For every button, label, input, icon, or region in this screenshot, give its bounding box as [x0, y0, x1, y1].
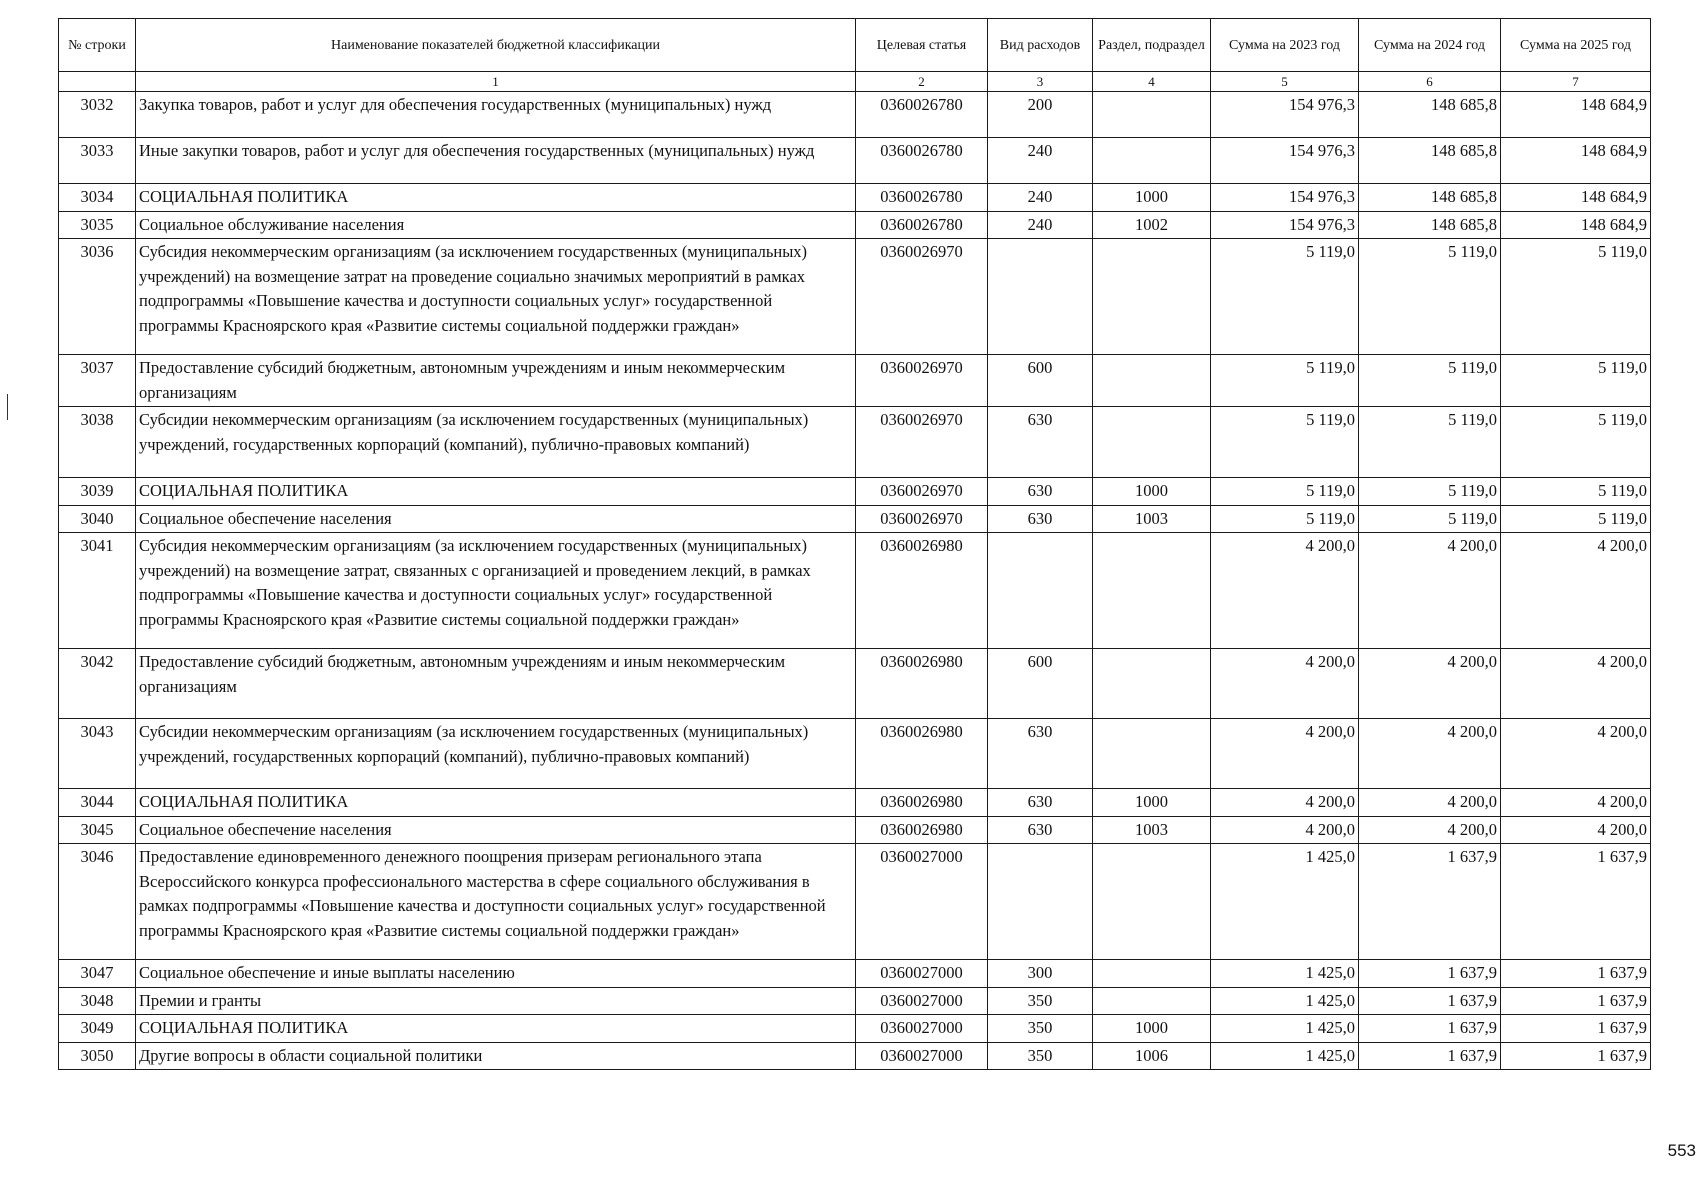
- cell-target-article: 0360027000: [856, 987, 988, 1015]
- cell-sum-2025: 5 119,0: [1501, 407, 1651, 478]
- cell-sum-2025: 5 119,0: [1501, 355, 1651, 407]
- cell-sum-2024: 148 685,8: [1359, 138, 1501, 184]
- cell-name: Субсидия некоммерческим организациям (за исключением государственных (муниципальных) учреждений) на возмещение затрат, связанных с организацией и проведением лекций, в рамках подпрограммы «Повышение качества и доступности социальных услуг» государственной программы Красноярского края «Развитие системы социальной поддержки граждан»: [136, 533, 856, 649]
- cell-sum-2023: 1 425,0: [1211, 1015, 1359, 1043]
- cell-sum-2023: 5 119,0: [1211, 355, 1359, 407]
- cell-name: Субсидия некоммерческим организациям (за исключением государственных (муниципальных) учреждений) на возмещение затрат на проведение социально значимых мероприятий в рамках подпрограммы «Повышение качества и доступности социальных услуг» государственной программы Красноярского края «Развитие системы социальной поддержки граждан»: [136, 239, 856, 355]
- cell-target-article: 0360027000: [856, 844, 988, 960]
- cell-name: СОЦИАЛЬНАЯ ПОЛИТИКА: [136, 478, 856, 506]
- cell-sum-2023: 154 976,3: [1211, 211, 1359, 239]
- cell-expense-type: 350: [988, 987, 1093, 1015]
- cell-row-number: 3038: [59, 407, 136, 478]
- cell-section: [1093, 355, 1211, 407]
- cell-expense-type: 630: [988, 789, 1093, 817]
- cell-sum-2024: 4 200,0: [1359, 789, 1501, 817]
- cell-expense-type: 240: [988, 138, 1093, 184]
- cell-name: Социальное обеспечение населения: [136, 816, 856, 844]
- cell-name: Субсидии некоммерческим организациям (за исключением государственных (муниципальных) учреждений, государственных корпораций (компаний), публично-правовых компаний): [136, 719, 856, 789]
- cell-sum-2023: 5 119,0: [1211, 239, 1359, 355]
- table-row: [59, 719, 1651, 789]
- cell-expense-type: 350: [988, 1015, 1093, 1043]
- cell-sum-2024: 1 637,9: [1359, 960, 1501, 988]
- budget-table: [58, 18, 1651, 1070]
- cell-expense-type: 630: [988, 505, 1093, 533]
- cell-row-number: 3042: [59, 649, 136, 719]
- cell-section: 1003: [1093, 505, 1211, 533]
- cell-row-number: 3035: [59, 211, 136, 239]
- cell-sum-2024: 1 637,9: [1359, 1042, 1501, 1070]
- cell-sum-2024: 4 200,0: [1359, 816, 1501, 844]
- cell-expense-type: 300: [988, 960, 1093, 988]
- cell-target-article: 0360026780: [856, 138, 988, 184]
- cell-target-article: 0360026980: [856, 533, 988, 649]
- table-row: [59, 1015, 1651, 1043]
- cell-section: [1093, 960, 1211, 988]
- cell-sum-2023: 1 425,0: [1211, 960, 1359, 988]
- column-number: 4: [1093, 72, 1211, 92]
- header-row: [59, 19, 1651, 72]
- cell-target-article: 0360027000: [856, 960, 988, 988]
- cell-name: Закупка товаров, работ и услуг для обеспечения государственных (муниципальных) нужд: [136, 92, 856, 138]
- cell-target-article: 0360026970: [856, 407, 988, 478]
- cell-sum-2025: 1 637,9: [1501, 844, 1651, 960]
- cell-row-number: 3036: [59, 239, 136, 355]
- cell-sum-2025: 148 684,9: [1501, 184, 1651, 212]
- cell-sum-2023: 5 119,0: [1211, 407, 1359, 478]
- cell-name: Премии и гранты: [136, 987, 856, 1015]
- cell-sum-2023: 4 200,0: [1211, 789, 1359, 817]
- cell-target-article: 0360027000: [856, 1042, 988, 1070]
- cell-row-number: 3046: [59, 844, 136, 960]
- cell-name: Иные закупки товаров, работ и услуг для обеспечения государственных (муниципальных) нужд: [136, 138, 856, 184]
- cell-sum-2023: 4 200,0: [1211, 533, 1359, 649]
- table-row: [59, 960, 1651, 988]
- cell-row-number: 3049: [59, 1015, 136, 1043]
- cell-row-number: 3041: [59, 533, 136, 649]
- table-row: [59, 987, 1651, 1015]
- cell-sum-2025: 4 200,0: [1501, 719, 1651, 789]
- cell-row-number: 3037: [59, 355, 136, 407]
- cell-sum-2024: 5 119,0: [1359, 478, 1501, 506]
- cell-expense-type: [988, 844, 1093, 960]
- cell-section: 1003: [1093, 816, 1211, 844]
- table-row: [59, 92, 1651, 138]
- cell-expense-type: 350: [988, 1042, 1093, 1070]
- column-number: [59, 72, 136, 92]
- table-row: [59, 478, 1651, 506]
- header-target-article: Целевая статья: [856, 19, 988, 72]
- cell-name: СОЦИАЛЬНАЯ ПОЛИТИКА: [136, 184, 856, 212]
- cell-target-article: 0360026780: [856, 92, 988, 138]
- cell-sum-2023: 5 119,0: [1211, 505, 1359, 533]
- cell-sum-2024: 4 200,0: [1359, 719, 1501, 789]
- cell-sum-2025: 5 119,0: [1501, 505, 1651, 533]
- cell-name: СОЦИАЛЬНАЯ ПОЛИТИКА: [136, 789, 856, 817]
- cell-name: Социальное обеспечение населения: [136, 505, 856, 533]
- cell-row-number: 3045: [59, 816, 136, 844]
- cell-sum-2023: 4 200,0: [1211, 649, 1359, 719]
- cell-row-number: 3034: [59, 184, 136, 212]
- cell-sum-2025: 4 200,0: [1501, 816, 1651, 844]
- margin-mark: [7, 394, 8, 420]
- cell-name: Предоставление субсидий бюджетным, автономным учреждениям и иным некоммерческим организациям: [136, 649, 856, 719]
- cell-sum-2023: 154 976,3: [1211, 138, 1359, 184]
- column-number: 1: [136, 72, 856, 92]
- header-section: Раздел, подраздел: [1093, 19, 1211, 72]
- cell-row-number: 3048: [59, 987, 136, 1015]
- header-name: Наименование показателей бюджетной классификации: [136, 19, 856, 72]
- cell-sum-2023: 5 119,0: [1211, 478, 1359, 506]
- table-row: [59, 239, 1651, 355]
- cell-expense-type: 600: [988, 649, 1093, 719]
- cell-section: [1093, 407, 1211, 478]
- cell-expense-type: 630: [988, 719, 1093, 789]
- cell-section: [1093, 719, 1211, 789]
- cell-row-number: 3043: [59, 719, 136, 789]
- column-number: 7: [1501, 72, 1651, 92]
- cell-sum-2024: 1 637,9: [1359, 844, 1501, 960]
- cell-target-article: 0360026970: [856, 239, 988, 355]
- table-row: [59, 505, 1651, 533]
- header-row-number: № строки: [59, 19, 136, 72]
- cell-sum-2025: 1 637,9: [1501, 1015, 1651, 1043]
- table-row: [59, 816, 1651, 844]
- cell-row-number: 3033: [59, 138, 136, 184]
- cell-sum-2024: 4 200,0: [1359, 533, 1501, 649]
- cell-row-number: 3039: [59, 478, 136, 506]
- cell-section: 1000: [1093, 184, 1211, 212]
- column-number: 6: [1359, 72, 1501, 92]
- cell-section: [1093, 92, 1211, 138]
- page-number: 553: [1667, 1141, 1696, 1160]
- cell-sum-2023: 1 425,0: [1211, 844, 1359, 960]
- cell-target-article: 0360026970: [856, 355, 988, 407]
- cell-sum-2023: 154 976,3: [1211, 92, 1359, 138]
- cell-sum-2025: 1 637,9: [1501, 1042, 1651, 1070]
- cell-expense-type: 600: [988, 355, 1093, 407]
- cell-target-article: 0360026980: [856, 649, 988, 719]
- cell-sum-2025: 4 200,0: [1501, 533, 1651, 649]
- table-row: [59, 138, 1651, 184]
- cell-row-number: 3040: [59, 505, 136, 533]
- cell-sum-2025: 5 119,0: [1501, 239, 1651, 355]
- column-number: 2: [856, 72, 988, 92]
- cell-row-number: 3032: [59, 92, 136, 138]
- cell-name: Социальное обеспечение и иные выплаты населению: [136, 960, 856, 988]
- cell-expense-type: 240: [988, 211, 1093, 239]
- cell-target-article: 0360026980: [856, 816, 988, 844]
- cell-section: [1093, 239, 1211, 355]
- cell-expense-type: [988, 533, 1093, 649]
- cell-sum-2024: 5 119,0: [1359, 505, 1501, 533]
- cell-sum-2024: 5 119,0: [1359, 407, 1501, 478]
- cell-name: СОЦИАЛЬНАЯ ПОЛИТИКА: [136, 1015, 856, 1043]
- cell-sum-2023: 4 200,0: [1211, 816, 1359, 844]
- column-number-row: [59, 72, 1651, 92]
- cell-section: 1000: [1093, 1015, 1211, 1043]
- cell-name: Другие вопросы в области социальной политики: [136, 1042, 856, 1070]
- cell-expense-type: [988, 239, 1093, 355]
- cell-sum-2025: 5 119,0: [1501, 478, 1651, 506]
- cell-expense-type: 630: [988, 478, 1093, 506]
- cell-sum-2024: 1 637,9: [1359, 1015, 1501, 1043]
- cell-section: 1006: [1093, 1042, 1211, 1070]
- header-sum-2023: Сумма на 2023 год: [1211, 19, 1359, 72]
- cell-section: [1093, 649, 1211, 719]
- cell-sum-2025: 148 684,9: [1501, 92, 1651, 138]
- cell-sum-2025: 148 684,9: [1501, 138, 1651, 184]
- cell-expense-type: 240: [988, 184, 1093, 212]
- cell-expense-type: 200: [988, 92, 1093, 138]
- cell-name: Предоставление единовременного денежного поощрения призерам регионального этапа Всероссийского конкурса профессионального мастерства в сфере социального обслуживания в рамках подпрограммы «Повышение качества и доступности социальных услуг» государственной программы Красноярского края «Развитие системы социальной поддержки граждан»: [136, 844, 856, 960]
- cell-target-article: 0360026780: [856, 184, 988, 212]
- cell-expense-type: 630: [988, 816, 1093, 844]
- cell-row-number: 3044: [59, 789, 136, 817]
- cell-row-number: 3050: [59, 1042, 136, 1070]
- table-row: [59, 1042, 1651, 1070]
- cell-sum-2025: 1 637,9: [1501, 987, 1651, 1015]
- header-expense-type: Вид расходов: [988, 19, 1093, 72]
- cell-sum-2025: 148 684,9: [1501, 211, 1651, 239]
- cell-section: [1093, 987, 1211, 1015]
- table-row: [59, 184, 1651, 212]
- table-row: [59, 211, 1651, 239]
- cell-target-article: 0360027000: [856, 1015, 988, 1043]
- header-sum-2025: Сумма на 2025 год: [1501, 19, 1651, 72]
- cell-target-article: 0360026970: [856, 505, 988, 533]
- cell-sum-2024: 148 685,8: [1359, 211, 1501, 239]
- cell-section: 1000: [1093, 478, 1211, 506]
- table-body: [59, 92, 1651, 1070]
- cell-sum-2024: 5 119,0: [1359, 239, 1501, 355]
- cell-sum-2023: 4 200,0: [1211, 719, 1359, 789]
- cell-sum-2024: 148 685,8: [1359, 184, 1501, 212]
- cell-sum-2025: 4 200,0: [1501, 649, 1651, 719]
- cell-row-number: 3047: [59, 960, 136, 988]
- cell-section: 1002: [1093, 211, 1211, 239]
- cell-section: [1093, 533, 1211, 649]
- table-row: [59, 355, 1651, 407]
- cell-target-article: 0360026970: [856, 478, 988, 506]
- cell-sum-2024: 5 119,0: [1359, 355, 1501, 407]
- cell-expense-type: 630: [988, 407, 1093, 478]
- cell-sum-2024: 4 200,0: [1359, 649, 1501, 719]
- cell-section: [1093, 844, 1211, 960]
- cell-section: [1093, 138, 1211, 184]
- cell-name: Субсидии некоммерческим организациям (за исключением государственных (муниципальных) учреждений, государственных корпораций (компаний), публично-правовых компаний): [136, 407, 856, 478]
- cell-target-article: 0360026780: [856, 211, 988, 239]
- table-row: [59, 649, 1651, 719]
- column-number: 5: [1211, 72, 1359, 92]
- table-row: [59, 533, 1651, 649]
- column-number: 3: [988, 72, 1093, 92]
- cell-sum-2024: 1 637,9: [1359, 987, 1501, 1015]
- cell-sum-2024: 148 685,8: [1359, 92, 1501, 138]
- table-row: [59, 407, 1651, 478]
- cell-sum-2025: 1 637,9: [1501, 960, 1651, 988]
- cell-target-article: 0360026980: [856, 789, 988, 817]
- cell-target-article: 0360026980: [856, 719, 988, 789]
- table-row: [59, 844, 1651, 960]
- table-row: [59, 789, 1651, 817]
- cell-sum-2023: 154 976,3: [1211, 184, 1359, 212]
- cell-sum-2025: 4 200,0: [1501, 789, 1651, 817]
- cell-section: 1000: [1093, 789, 1211, 817]
- cell-name: Социальное обслуживание населения: [136, 211, 856, 239]
- cell-name: Предоставление субсидий бюджетным, автономным учреждениям и иным некоммерческим организациям: [136, 355, 856, 407]
- cell-sum-2023: 1 425,0: [1211, 1042, 1359, 1070]
- cell-sum-2023: 1 425,0: [1211, 987, 1359, 1015]
- header-sum-2024: Сумма на 2024 год: [1359, 19, 1501, 72]
